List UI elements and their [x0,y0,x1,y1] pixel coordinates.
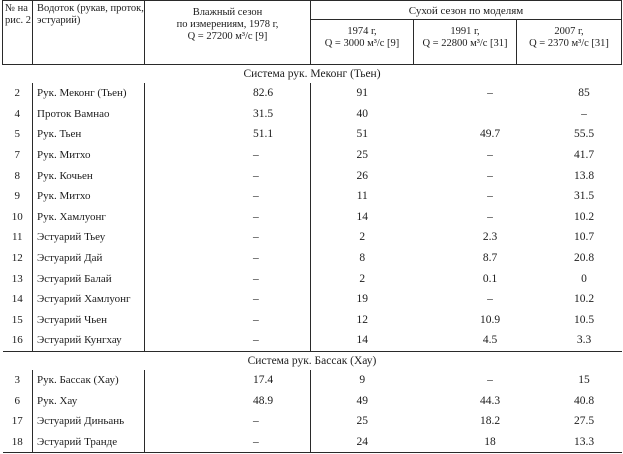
cell-dry-1974: 9 [359,374,366,387]
cell-wet-1978: – [145,289,311,310]
cell-dry-2007: 13.3 [517,432,622,453]
table-row [3,124,622,145]
section-header [3,65,622,84]
cell-dry-1974: 2 [359,272,366,285]
cell-dry-2007: 85 [578,87,590,100]
table-row [3,186,622,207]
cell-num: 17 [3,411,33,432]
cell-dry-1991 [414,104,517,125]
header-2007: 2007 г, Q = 2370 м³/с [31] [517,20,622,65]
cell-dry-1991: 2.3 [482,231,498,244]
cell-stream-name: Эстуарий Чьен [33,310,145,331]
cell-dry-2007: 15 [578,374,590,387]
cell-stream-name: Рук. Тьен [33,124,145,145]
table-row [3,165,622,186]
cell-dry-1974: 91 [356,87,368,100]
section-title: Система рук. Меконг (Тьен) [3,65,622,84]
header-1991: 1991 г, Q = 22800 м³/с [31] [414,20,517,65]
table-row [3,411,622,432]
cell-dry-2007: 13.8 [573,169,595,182]
cell-stream-name: Эстуарий Тьеу [33,227,145,248]
header-wet-season: Влажный сезон по измерениям, 1978 г, Q = 27200 м³/с [9] [145,1,311,65]
cell-num: 11 [3,227,33,248]
table-row [3,207,622,228]
table-row [3,145,622,166]
cell-dry-1974: 11 [356,190,368,203]
cell-num: 2 [3,83,33,104]
table-row [3,390,622,411]
cell-num: 13 [3,268,33,289]
cell-dry-1991: 18.2 [479,415,501,428]
cell-wet-1978: – [145,310,311,331]
table-row [3,310,622,331]
cell-dry-1974: 25 [356,149,368,162]
cell-dry-1991: 8.7 [482,252,498,265]
section-title: Система рук. Бассак (Хау) [3,351,622,370]
cell-wet-1978: – [145,330,311,351]
cell-wet-1978: 48.9 [145,390,311,411]
cell-num: 8 [3,165,33,186]
cell-dry-1991: 49.7 [479,128,501,141]
cell-dry-2007: 55.5 [573,128,595,141]
table-row [3,248,622,269]
cell-dry-1991: 0.1 [482,272,498,285]
cell-num: 4 [3,104,33,125]
cell-dry-2007: 3.3 [576,334,592,347]
table-row [3,432,622,453]
cell-wet-1978: – [145,145,311,166]
cell-dry-1991: – [487,169,493,182]
cell-num: 6 [3,390,33,411]
cell-stream-name: Рук. Митхо [33,186,145,207]
header-dry-season: Сухой сезон по моделям [311,1,622,20]
cell-dry-2007: 20.8 [573,252,595,265]
cell-stream-name: Эстуарий Хамлуонг [33,289,145,310]
cell-dry-1974: 24 [311,432,414,453]
cell-dry-2007: 10.2 [573,210,595,223]
cell-dry-1991: – [487,190,493,203]
cell-num: 16 [3,330,33,351]
cell-dry-1974: 49 [356,394,368,407]
cell-wet-1978: – [145,165,311,186]
cell-dry-1974: 8 [359,252,366,265]
cell-stream-name: Эстуарий Диньань [33,411,145,432]
cell-stream-name: Эстуарий Дай [33,248,145,269]
cell-wet-1978: – [145,411,311,432]
cell-dry-1991: – [487,374,493,387]
cell-dry-1974: 19 [356,293,368,306]
cell-dry-1991: – [487,293,493,306]
cell-stream-name: Рук. Бассак (Хау) [33,370,145,391]
cell-dry-1974: 14 [356,334,368,347]
cell-wet-1978: 82.6 [145,83,311,104]
cell-stream-name: Эстуарий Кунгхау [33,330,145,351]
cell-num: 12 [3,248,33,269]
cell-stream-name: Эстуарий Транде [33,432,145,453]
cell-dry-1991: 10.9 [479,313,501,326]
table-row [3,370,622,391]
cell-wet-1978: – [145,227,311,248]
cell-dry-1991: – [487,87,493,100]
table-row [3,289,622,310]
cell-wet-1978: – [145,432,311,453]
cell-num: 3 [3,370,33,391]
cell-dry-1974: 51 [356,128,368,141]
cell-dry-1991: 4.5 [482,334,498,347]
cell-dry-1974: 12 [356,313,368,326]
header-stream: Водоток (рукав, проток, эстуарий) [33,1,145,65]
cell-dry-2007: 10.2 [573,293,595,306]
cell-dry-1974: 25 [356,415,368,428]
cell-dry-2007: 40.8 [573,394,595,407]
cell-dry-1991: – [487,210,493,223]
cell-num: 5 [3,124,33,145]
cell-stream-name: Эстуарий Балай [33,268,145,289]
table-row [3,104,622,125]
cell-num: 14 [3,289,33,310]
cell-stream-name: Рук. Хамлуонг [33,207,145,228]
header-1974: 1974 г, Q = 3000 м³/с [9] [311,20,414,65]
cell-wet-1978: 31.5 [145,104,311,125]
cell-num: 7 [3,145,33,166]
cell-num: 9 [3,186,33,207]
cell-stream-name: Проток Вамнао [33,104,145,125]
cell-dry-1974: 2 [359,231,366,244]
cell-wet-1978: – [145,268,311,289]
cell-num: 10 [3,207,33,228]
discharge-table [2,0,622,453]
cell-dry-1991: 18 [414,432,517,453]
cell-dry-1974: 26 [356,169,368,182]
cell-wet-1978: – [145,248,311,269]
cell-stream-name: Рук. Меконг (Тьен) [33,83,145,104]
cell-wet-1978: 17.4 [145,370,311,391]
cell-stream-name: Рук. Хау [33,390,145,411]
table-row [3,83,622,104]
cell-dry-1974: 40 [356,107,368,120]
cell-num: 18 [3,432,33,453]
cell-stream-name: Рук. Кочьен [33,165,145,186]
cell-wet-1978: 51.1 [145,124,311,145]
cell-stream-name: Рук. Митхо [33,145,145,166]
cell-dry-1991: – [487,149,493,162]
cell-dry-2007: 27.5 [573,415,595,428]
cell-dry-2007: 31.5 [573,190,595,203]
cell-dry-2007: – [581,107,587,120]
cell-dry-2007: 0 [581,272,587,285]
cell-wet-1978: – [145,207,311,228]
cell-dry-1991: 44.3 [479,394,501,407]
table-row [3,268,622,289]
cell-dry-2007: 10.5 [573,313,595,326]
cell-dry-2007: 41.7 [573,149,595,162]
table-row [3,330,622,351]
cell-dry-1974: 14 [356,210,368,223]
table-row [3,227,622,248]
cell-wet-1978: – [145,186,311,207]
cell-num: 15 [3,310,33,331]
section-header [3,351,622,370]
header-num: № на рис. 2 [3,1,33,65]
cell-dry-2007: 10.7 [573,231,595,244]
